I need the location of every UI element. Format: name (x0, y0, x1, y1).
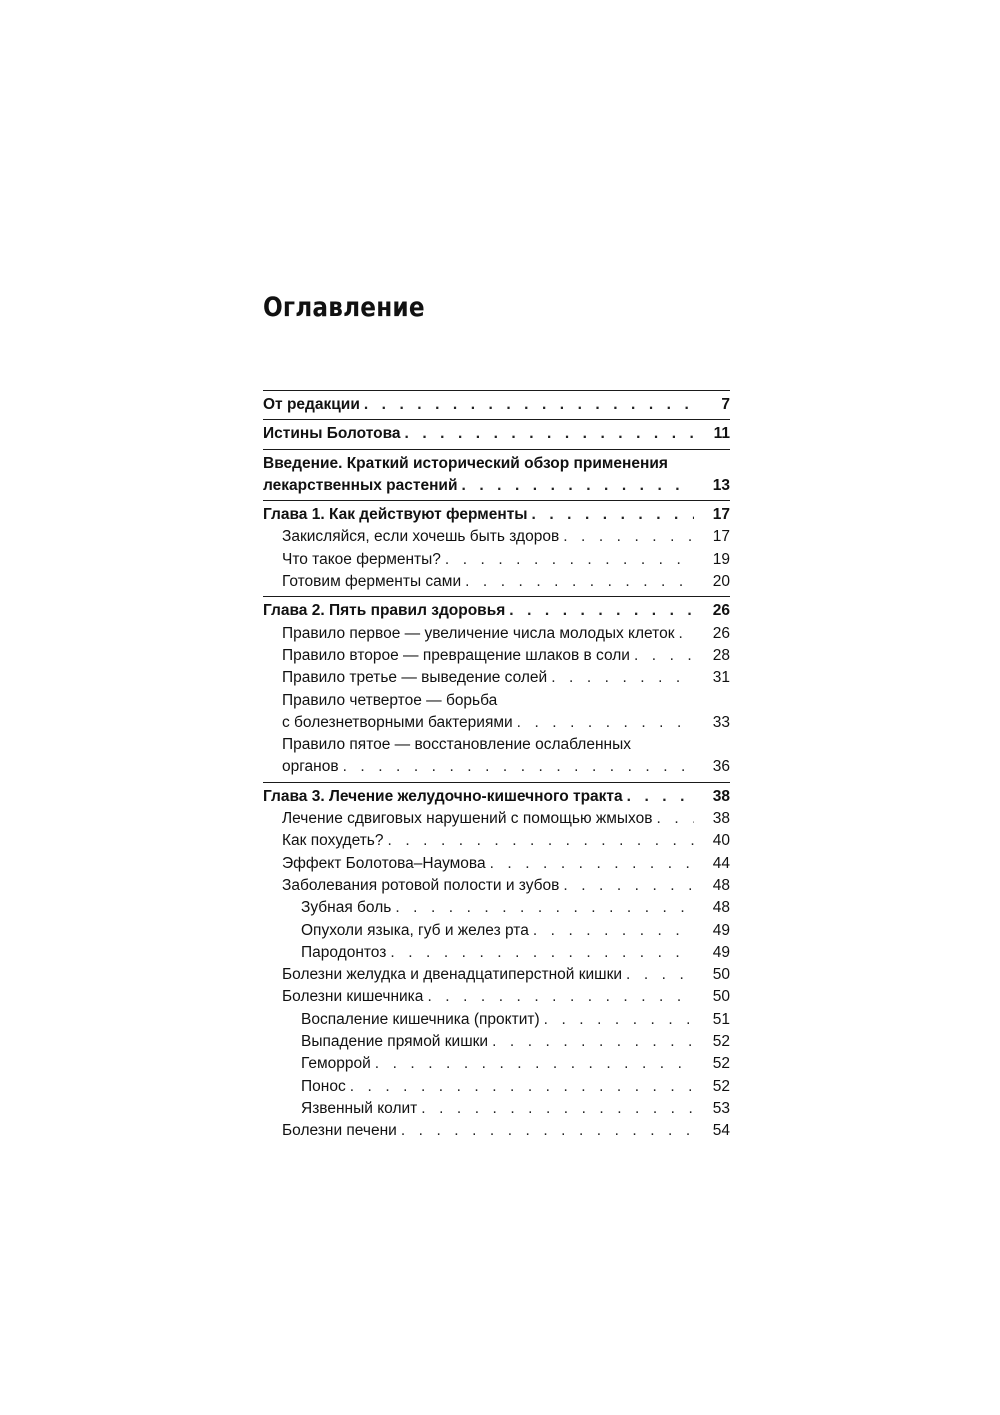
dot-leader (488, 1031, 694, 1053)
dot-leader (391, 897, 694, 919)
toc-entry-introduction[interactable] (263, 450, 730, 501)
toc-entry-title: Геморрой (301, 1055, 371, 1073)
dot-leader (559, 875, 694, 897)
toc-entry[interactable] (282, 808, 730, 830)
toc-entry-from-editors[interactable] (263, 391, 730, 419)
toc-entry-title: с болезнетворными бактериями (282, 713, 513, 731)
dot-leader (623, 786, 694, 808)
toc-entry[interactable] (301, 942, 730, 964)
toc-entry-title: От редакции (263, 396, 360, 413)
toc-page-number: 31 (712, 669, 730, 687)
toc-page-number: 26 (712, 624, 730, 642)
toc-page-number: 17 (712, 506, 730, 524)
toc-page-number: 38 (712, 810, 730, 828)
toc-entry[interactable] (282, 853, 730, 875)
toc-entry-title: Выпадение прямой кишки (301, 1033, 489, 1051)
toc-page-number: 49 (712, 943, 730, 961)
toc-entry[interactable] (301, 920, 730, 942)
toc-page-number: 40 (712, 832, 730, 850)
toc-entry-chapter-1[interactable] (263, 501, 730, 526)
toc-entry-title: Язвенный колит (301, 1099, 418, 1117)
toc-entry[interactable] (282, 667, 730, 689)
toc-page-number: 49 (712, 921, 730, 939)
toc-entry[interactable] (282, 623, 730, 645)
toc-page-number: 48 (712, 876, 730, 894)
dot-leader (397, 1120, 694, 1142)
dot-leader (540, 1009, 694, 1031)
toc-page-number: 50 (712, 988, 730, 1006)
toc-page-number: 7 (721, 396, 730, 413)
dot-leader (346, 1076, 694, 1098)
toc-entry-title-line1: Правило пятое — восстановление ослабленных (282, 736, 631, 754)
toc-entry-title: Глава 3. Лечение желудочно-кишечного тракта (263, 787, 623, 805)
toc-page-number: 53 (712, 1099, 730, 1117)
toc-entry[interactable] (301, 1098, 730, 1120)
toc-entry-title: Опухоли языка, губ и желез рта (301, 921, 529, 939)
toc-entry-title: Заболевания ротовой полости и зубов (282, 876, 560, 894)
toc-entry-bolotov-truths[interactable] (263, 420, 730, 448)
toc-page-number: 51 (712, 1010, 730, 1028)
dot-leader (339, 756, 694, 778)
toc-entry-title: Зубная боль (301, 899, 392, 917)
toc-page-number: 52 (712, 1033, 730, 1051)
toc-page-number: 33 (712, 713, 730, 731)
toc-entry-title: Истины Болотова (263, 425, 401, 443)
toc-entry-title: Воспаление кишечника (проктит) (301, 1010, 540, 1028)
dot-leader (360, 394, 694, 416)
dot-leader (653, 808, 695, 830)
toc-entry-title: Глава 2. Пять правил здоровья (263, 602, 506, 620)
toc-entry[interactable] (301, 1031, 730, 1053)
dot-leader (423, 986, 694, 1008)
toc-entry-chapter-2[interactable] (263, 597, 730, 622)
toc-entry-title: Правило первое — увеличение числа молодых клеток (282, 624, 675, 642)
table-of-contents (263, 390, 730, 1143)
toc-entry[interactable] (282, 571, 730, 596)
dot-leader (386, 942, 694, 964)
toc-page-number: 28 (712, 646, 730, 664)
toc-entry-title: Эффект Болотова–Наумова (282, 854, 486, 872)
dot-leader (384, 830, 694, 852)
toc-entry[interactable] (282, 830, 730, 852)
dot-leader (371, 1053, 694, 1075)
toc-entry[interactable] (282, 526, 730, 548)
dot-leader (441, 549, 694, 571)
toc-entry[interactable] (301, 897, 730, 919)
toc-page-number: 13 (712, 476, 730, 494)
page-title: Оглавление (263, 292, 425, 323)
toc-page-number: 19 (712, 550, 730, 568)
dot-leader (513, 712, 694, 734)
dot-leader (630, 645, 694, 667)
toc-entry-title: Как похудеть? (282, 832, 384, 850)
toc-entry[interactable] (301, 1009, 730, 1031)
dot-leader (528, 504, 694, 526)
toc-entry-chapter-3[interactable] (263, 783, 730, 808)
toc-page-number: 52 (712, 1077, 730, 1095)
toc-entry[interactable] (282, 734, 730, 782)
toc-entry-title: Правило третье — выведение солей (282, 669, 548, 687)
toc-entry-title: Понос (301, 1077, 346, 1095)
toc-page-number: 48 (712, 899, 730, 917)
toc-entry[interactable] (282, 875, 730, 897)
toc-page-number: 20 (712, 573, 730, 591)
dot-leader (559, 526, 694, 548)
toc-entry[interactable] (282, 986, 730, 1008)
dot-leader (461, 571, 694, 593)
dot-leader (458, 475, 695, 497)
dot-leader (529, 920, 694, 942)
toc-entry-title: Болезни желудка и двенадцатиперстной кишки (282, 966, 623, 984)
toc-page-number: 38 (712, 787, 730, 805)
dot-leader (505, 600, 694, 622)
toc-entry[interactable] (282, 1120, 730, 1142)
dot-leader (675, 623, 695, 645)
dot-leader (486, 853, 694, 875)
toc-page-number: 36 (712, 758, 730, 776)
toc-entry-title-line1: Правило четвертое — борьба (282, 691, 498, 709)
toc-entry-title: Глава 1. Как действуют ферменты (263, 506, 528, 524)
toc-entry-title: Правило второе — превращение шлаков в соли (282, 646, 630, 664)
toc-entry-title: Закисляйся, если хочешь быть здоров (282, 528, 560, 546)
toc-page-number: 44 (712, 854, 730, 872)
toc-entry[interactable] (282, 645, 730, 667)
toc-entry-title: Болезни кишечника (282, 988, 424, 1006)
dot-leader (401, 423, 694, 445)
toc-entry-title: органов (282, 758, 339, 776)
toc-page-number: 17 (712, 528, 730, 546)
toc-entry[interactable] (282, 549, 730, 571)
toc-entry[interactable] (301, 1076, 730, 1098)
toc-page-number: 52 (712, 1055, 730, 1073)
toc-entry[interactable] (282, 690, 730, 735)
toc-entry-title: Пародонтоз (301, 943, 387, 961)
toc-entry[interactable] (301, 1053, 730, 1075)
toc-entry-title: Что такое ферменты? (282, 550, 441, 568)
toc-entry-title: лекарственных растений (263, 476, 458, 494)
dot-leader (417, 1098, 694, 1120)
dot-leader (547, 667, 694, 689)
toc-entry-title: Лечение сдвиговых нарушений с помощью жмыхов (282, 810, 653, 828)
toc-page-number: 11 (713, 425, 730, 443)
toc-entry[interactable] (282, 964, 730, 986)
dot-leader (622, 964, 694, 986)
toc-page-number: 54 (712, 1122, 730, 1140)
toc-page-number: 50 (712, 966, 730, 984)
toc-page-number: 26 (712, 602, 730, 620)
toc-entry-title: Болезни печени (282, 1122, 397, 1140)
toc-entry-title-line1: Введение. Краткий исторический обзор применения (263, 454, 668, 472)
toc-entry-title: Готовим ферменты сами (282, 573, 462, 591)
